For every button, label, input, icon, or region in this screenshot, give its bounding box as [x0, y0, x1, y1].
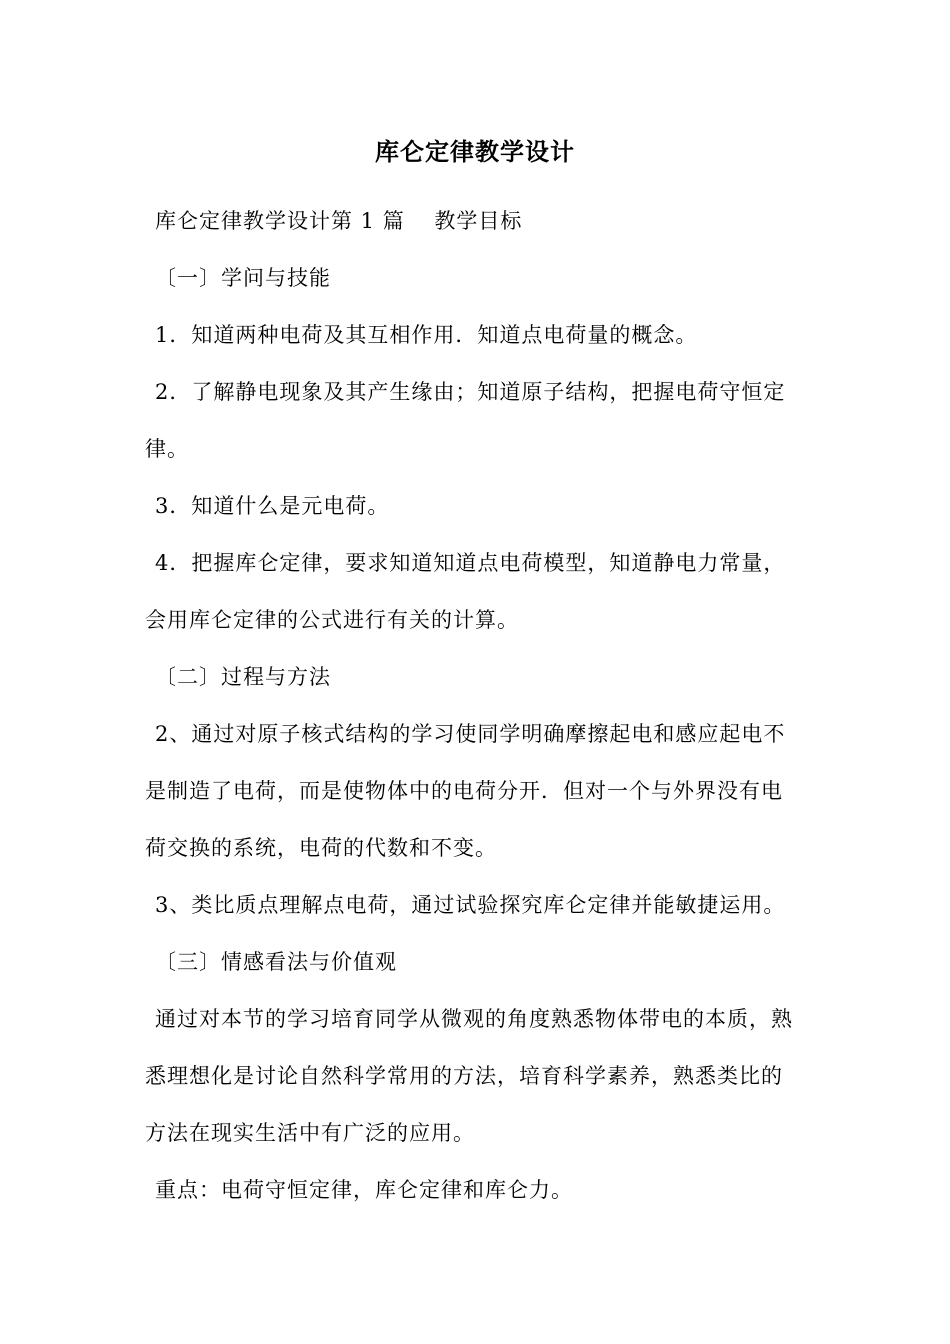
text-line: 2．了解静电现象及其产生缘由；知道原子结构，把握电荷守恒定 [155, 380, 786, 404]
paragraph-heading-part1 [145, 193, 813, 250]
text-line: 通过对本节的学习培育同学从微观的角度熟悉物体带电的本质，熟 [155, 1007, 793, 1031]
method-item-3 [145, 877, 813, 934]
section-heading-attitudes-values [145, 934, 813, 991]
text-line: 3、类比质点理解点电荷，通过试验探究库仑定律并能敏捷运用。 [155, 893, 786, 917]
document-title: 库仑定律教学设计 [375, 138, 575, 166]
section-heading-knowledge-skills [145, 250, 813, 307]
text-line: 〔二〕过程与方法 [155, 665, 331, 689]
section-heading-process-methods [145, 649, 813, 706]
text-line: 3．知道什么是元电荷。 [155, 494, 390, 518]
key-points-paragraph [145, 1162, 813, 1219]
text-line: 律。 [145, 437, 189, 461]
list-item-1 [145, 307, 813, 364]
attitudes-paragraph [145, 991, 813, 1162]
text-line: 2、通过对原子核式结构的学习使同学明确摩擦起电和感应起电不 [155, 722, 786, 746]
text-line: 重点：电荷守恒定律，库仑定律和库仑力。 [155, 1178, 573, 1202]
list-item-3 [145, 478, 813, 535]
text-line: 是制造了电荷，而是使物体中的电荷分开．但对一个与外界没有电 [145, 779, 783, 803]
text-line: 悉理想化是讨论自然科学常用的方法，培育科学素养，熟悉类比的 [145, 1064, 783, 1088]
text-line: 库仑定律教学设计第 1 篇 教学目标 [155, 209, 523, 233]
text-line: 荷交换的系统，电荷的代数和不变。 [145, 836, 497, 860]
text-line: 〔一〕学问与技能 [155, 266, 331, 290]
text-line: 会用库仑定律的公式进行有关的计算。 [145, 608, 519, 632]
list-item-2 [145, 364, 813, 478]
method-item-2 [145, 706, 813, 877]
text-line: 1．知道两种电荷及其互相作用．知道点电荷量的概念。 [155, 323, 698, 347]
text-line: 方法在现实生活中有广泛的应用。 [145, 1121, 475, 1145]
text-line: 4．把握库仑定律，要求知道知道点电荷模型，知道静电力常量， [155, 551, 786, 575]
list-item-4 [145, 535, 813, 649]
text-line: 〔三〕情感看法与价值观 [155, 950, 397, 974]
